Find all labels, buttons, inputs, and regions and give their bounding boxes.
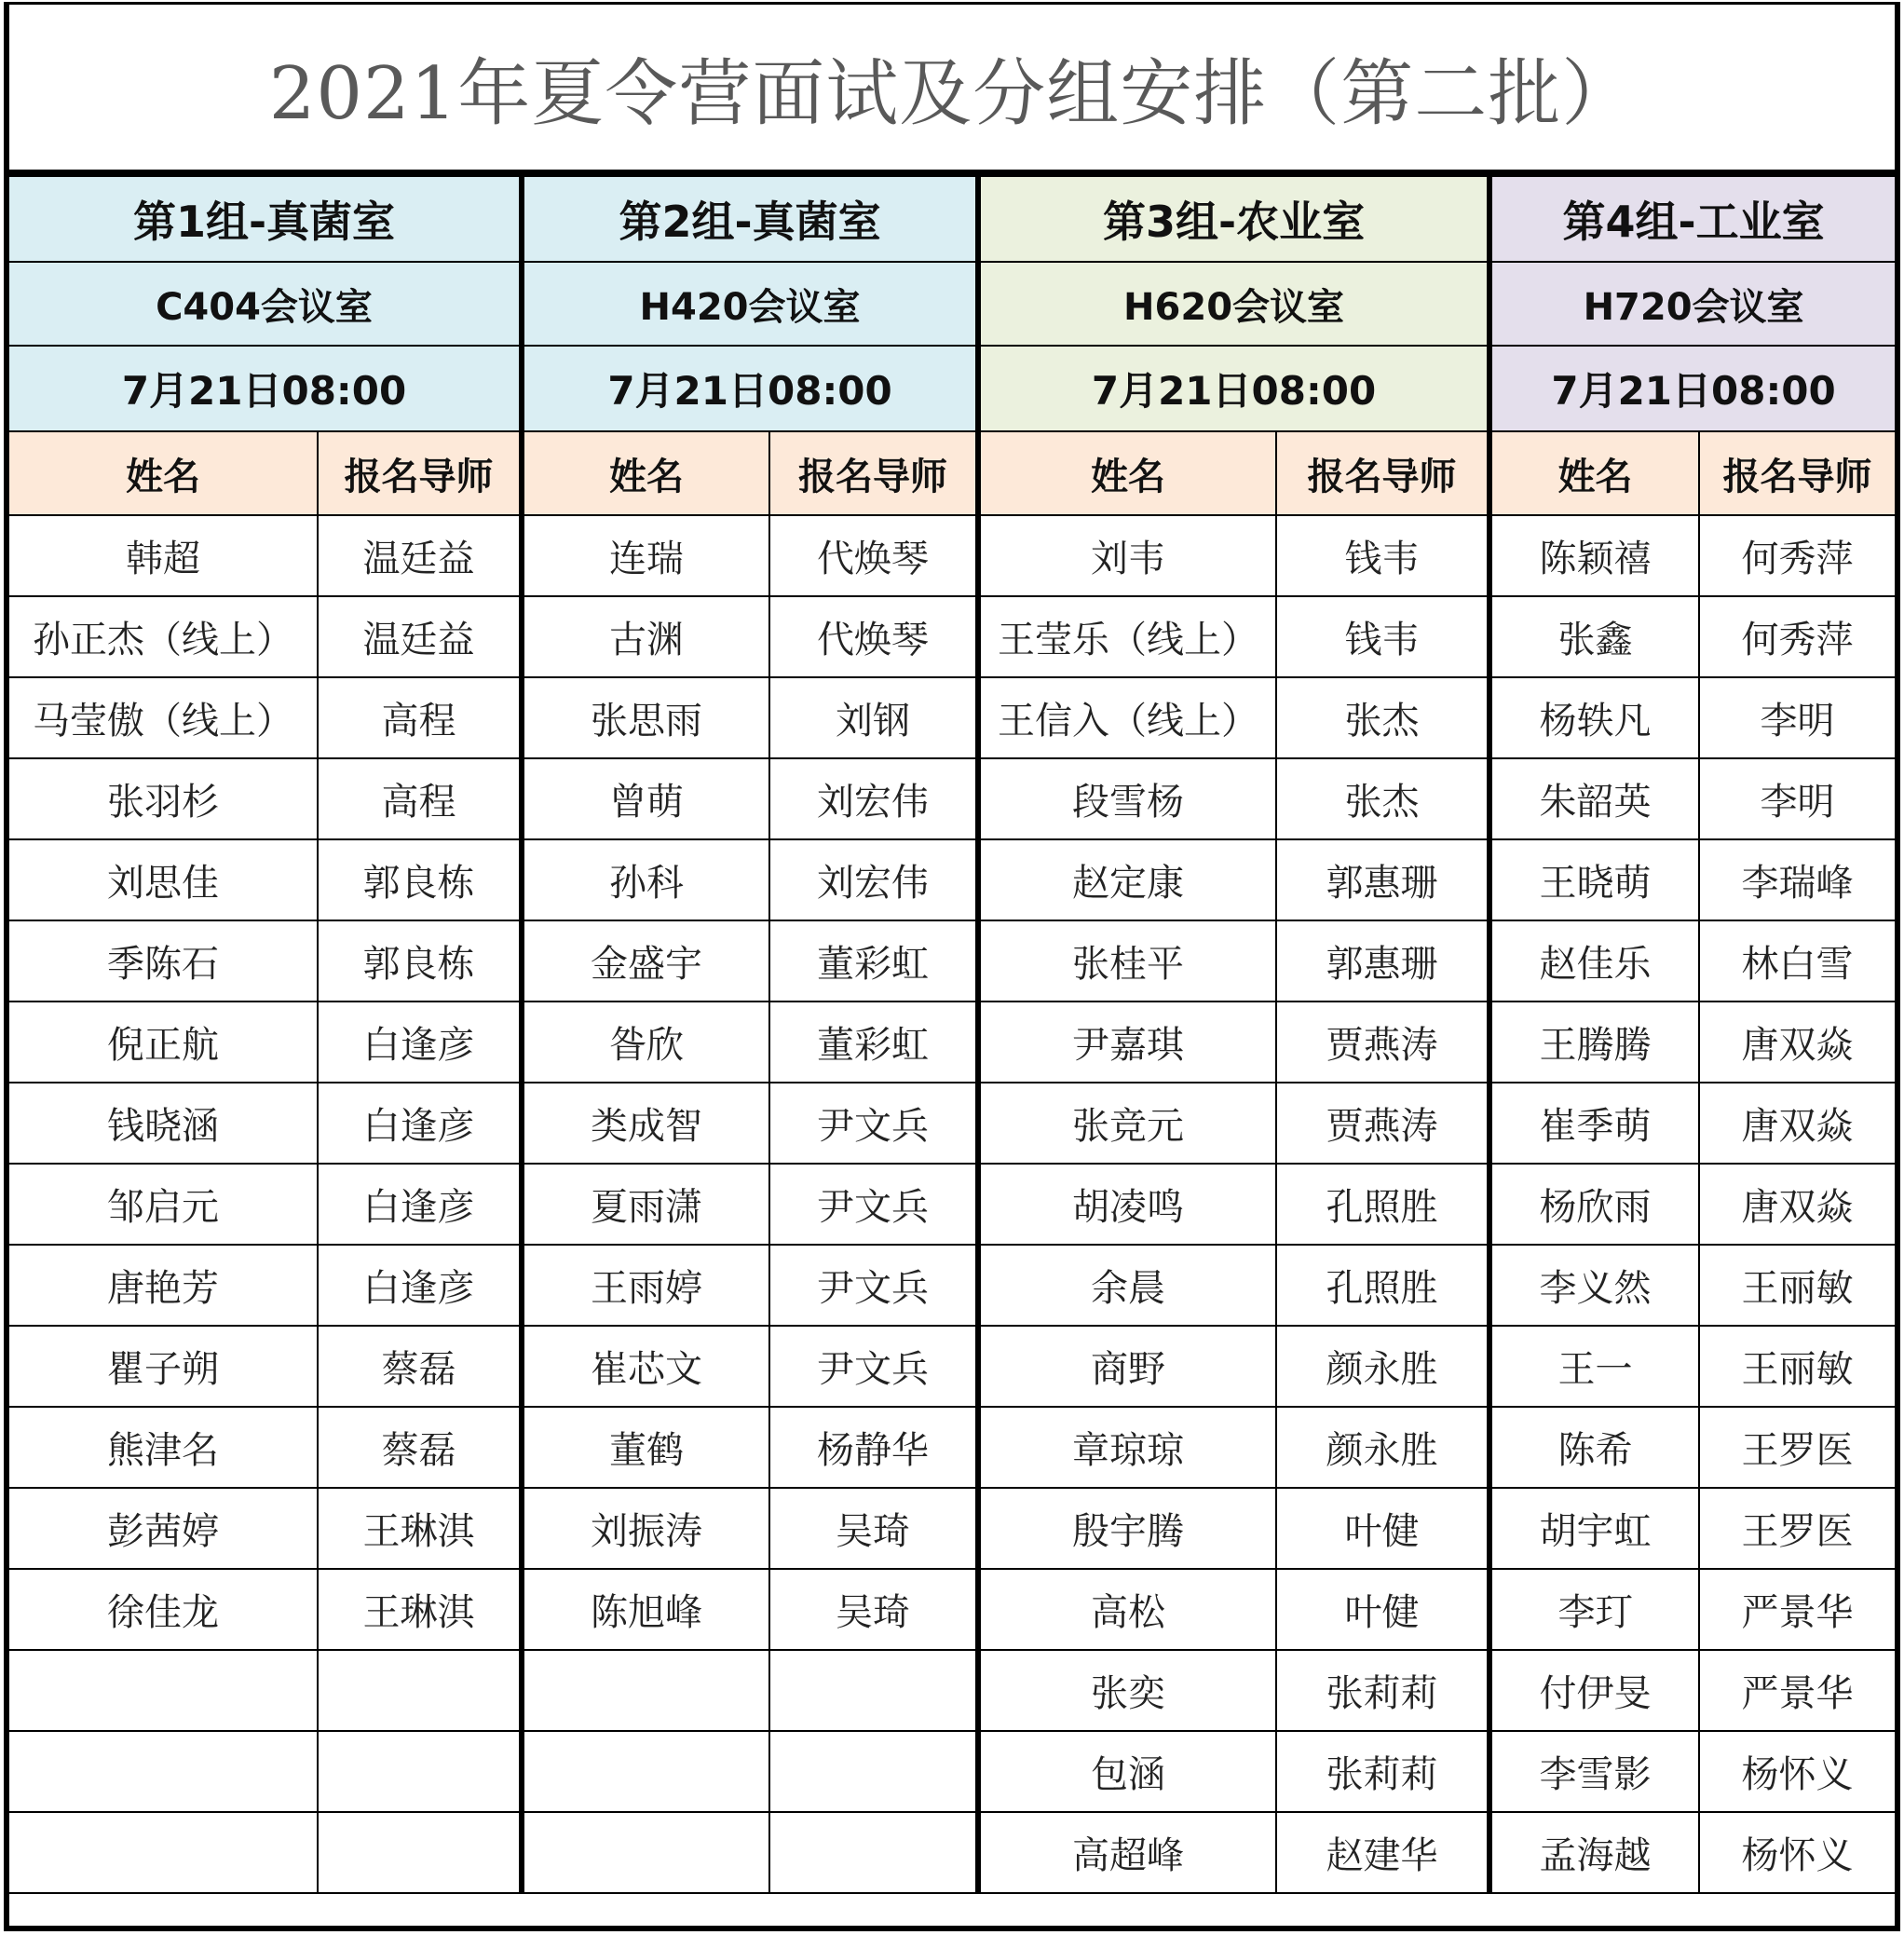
advisor-name-cell: 孔照胜 [1276, 1245, 1489, 1326]
student-name-cell: 马莹傲（线上） [9, 677, 318, 758]
advisor-name-cell: 刘宏伟 [769, 758, 978, 839]
advisor-name-cell: 郭惠珊 [1276, 839, 1489, 920]
advisor-name-cell: 刘宏伟 [769, 839, 978, 920]
advisor-name-cell: 董彩虹 [769, 920, 978, 1002]
column-header-name: 姓名 [522, 431, 769, 515]
column-header-name: 姓名 [978, 431, 1276, 515]
table-row [9, 677, 1895, 758]
page-title: 2021年夏令营面试及分组安排（第二批） [9, 5, 1895, 175]
table-row [9, 1083, 1895, 1164]
group-2-group-label: 第2组-真菌室 [522, 176, 978, 262]
advisor-name-cell: 钱韦 [1276, 515, 1489, 596]
student-name-cell: 徐佳龙 [9, 1569, 318, 1650]
table-row [9, 1812, 1895, 1893]
student-name-cell: 彭茜婷 [9, 1488, 318, 1569]
advisor-name-cell: 孔照胜 [1276, 1164, 1489, 1245]
advisor-name-cell: 白逢彦 [318, 1245, 522, 1326]
student-name-cell: 胡凌鸣 [978, 1164, 1276, 1245]
student-name-cell: 王晓萌 [1489, 839, 1699, 920]
advisor-name-cell: 杨怀义 [1699, 1731, 1895, 1812]
student-name-cell: 连瑞 [522, 515, 769, 596]
advisor-name-cell [769, 1731, 978, 1812]
advisor-name-cell [769, 1812, 978, 1893]
student-name-cell: 陈颖禧 [1489, 515, 1699, 596]
advisor-name-cell: 王琳淇 [318, 1488, 522, 1569]
advisor-name-cell: 尹文兵 [769, 1326, 978, 1407]
student-name-cell: 殷宇腾 [978, 1488, 1276, 1569]
schedule-sheet [4, 2, 1900, 1931]
column-header-advisor: 报名导师 [318, 431, 522, 515]
advisor-name-cell [318, 1650, 522, 1731]
student-name-cell: 高松 [978, 1569, 1276, 1650]
advisor-name-cell: 尹文兵 [769, 1164, 978, 1245]
student-name-cell [522, 1731, 769, 1812]
column-header-advisor: 报名导师 [1699, 431, 1895, 515]
student-name-cell: 王一 [1489, 1326, 1699, 1407]
table-row [9, 1407, 1895, 1488]
student-name-cell: 王莹乐（线上） [978, 596, 1276, 677]
student-name-cell: 赵佳乐 [1489, 920, 1699, 1002]
student-name-cell: 崔季萌 [1489, 1083, 1699, 1164]
time-row [9, 346, 1895, 431]
advisor-name-cell: 颜永胜 [1276, 1407, 1489, 1488]
advisor-name-cell: 杨怀义 [1699, 1812, 1895, 1893]
advisor-name-cell: 尹文兵 [769, 1245, 978, 1326]
table-row [9, 596, 1895, 677]
table-row [9, 1488, 1895, 1569]
student-name-cell: 章琼琼 [978, 1407, 1276, 1488]
student-name-cell: 高超峰 [978, 1812, 1276, 1893]
student-name-cell: 曾萌 [522, 758, 769, 839]
advisor-name-cell: 王丽敏 [1699, 1245, 1895, 1326]
student-name-cell: 类成智 [522, 1083, 769, 1164]
student-name-cell: 唐艳芳 [9, 1245, 318, 1326]
advisor-name-cell: 董彩虹 [769, 1002, 978, 1083]
student-name-cell [9, 1812, 318, 1893]
student-name-cell: 夏雨潇 [522, 1164, 769, 1245]
student-name-cell: 王腾腾 [1489, 1002, 1699, 1083]
advisor-name-cell: 温廷益 [318, 596, 522, 677]
column-header-name: 姓名 [1489, 431, 1699, 515]
column-header-advisor: 报名导师 [1276, 431, 1489, 515]
table-row [9, 839, 1895, 920]
advisor-name-cell: 王丽敏 [1699, 1326, 1895, 1407]
student-name-cell: 赵定康 [978, 839, 1276, 920]
student-name-cell: 刘韦 [978, 515, 1276, 596]
student-name-cell: 孙科 [522, 839, 769, 920]
group-3-time: 7月21日08:00 [978, 346, 1489, 431]
advisor-name-cell: 高程 [318, 677, 522, 758]
advisor-name-cell [769, 1650, 978, 1731]
advisor-name-cell: 颜永胜 [1276, 1326, 1489, 1407]
column-header-name: 姓名 [9, 431, 318, 515]
advisor-name-cell: 郭惠珊 [1276, 920, 1489, 1002]
advisor-name-cell: 白逢彦 [318, 1002, 522, 1083]
student-name-cell: 昝欣 [522, 1002, 769, 1083]
advisor-name-cell: 温廷益 [318, 515, 522, 596]
group-1-group-label: 第1组-真菌室 [9, 176, 522, 262]
group-label-row [9, 176, 1895, 262]
advisor-name-cell: 贾燕涛 [1276, 1083, 1489, 1164]
schedule-table [9, 175, 1895, 1894]
student-name-cell: 钱晓涵 [9, 1083, 318, 1164]
student-name-cell: 李玎 [1489, 1569, 1699, 1650]
student-name-cell [522, 1650, 769, 1731]
column-header-advisor: 报名导师 [769, 431, 978, 515]
advisor-name-cell: 林白雪 [1699, 920, 1895, 1002]
student-name-cell [9, 1650, 318, 1731]
advisor-name-cell: 代焕琴 [769, 596, 978, 677]
advisor-name-cell: 尹文兵 [769, 1083, 978, 1164]
advisor-name-cell [318, 1812, 522, 1893]
advisor-name-cell: 张杰 [1276, 758, 1489, 839]
student-name-cell: 季陈石 [9, 920, 318, 1002]
advisor-name-cell: 张莉莉 [1276, 1650, 1489, 1731]
advisor-name-cell: 李明 [1699, 677, 1895, 758]
student-name-cell: 瞿子朔 [9, 1326, 318, 1407]
student-name-cell: 刘思佳 [9, 839, 318, 920]
advisor-name-cell: 郭良栋 [318, 839, 522, 920]
student-name-cell: 孙正杰（线上） [9, 596, 318, 677]
student-name-cell [522, 1812, 769, 1893]
advisor-name-cell: 蔡磊 [318, 1407, 522, 1488]
advisor-name-cell: 王罗医 [1699, 1488, 1895, 1569]
table-row [9, 920, 1895, 1002]
student-name-cell: 张鑫 [1489, 596, 1699, 677]
advisor-name-cell: 高程 [318, 758, 522, 839]
advisor-name-cell: 刘钢 [769, 677, 978, 758]
table-row [9, 1002, 1895, 1083]
group-3-group-label: 第3组-农业室 [978, 176, 1489, 262]
group-4-time: 7月21日08:00 [1489, 346, 1895, 431]
table-row [9, 1326, 1895, 1407]
student-name-cell: 李雪影 [1489, 1731, 1699, 1812]
advisor-name-cell: 何秀萍 [1699, 515, 1895, 596]
advisor-name-cell: 钱韦 [1276, 596, 1489, 677]
student-name-cell: 董鹤 [522, 1407, 769, 1488]
advisor-name-cell: 张莉莉 [1276, 1731, 1489, 1812]
advisor-name-cell: 李瑞峰 [1699, 839, 1895, 920]
room-row [9, 262, 1895, 346]
student-name-cell: 余晨 [978, 1245, 1276, 1326]
advisor-name-cell: 蔡磊 [318, 1326, 522, 1407]
table-row [9, 1569, 1895, 1650]
group-4-group-label: 第4组-工业室 [1489, 176, 1895, 262]
table-row [9, 1731, 1895, 1812]
column-header-row [9, 431, 1895, 515]
student-name-cell: 张思雨 [522, 677, 769, 758]
table-row [9, 1650, 1895, 1731]
advisor-name-cell: 杨静华 [769, 1407, 978, 1488]
student-name-cell: 韩超 [9, 515, 318, 596]
advisor-name-cell: 严景华 [1699, 1650, 1895, 1731]
advisor-name-cell: 代焕琴 [769, 515, 978, 596]
advisor-name-cell: 何秀萍 [1699, 596, 1895, 677]
student-name-cell: 包涵 [978, 1731, 1276, 1812]
advisor-name-cell: 叶健 [1276, 1569, 1489, 1650]
advisor-name-cell: 张杰 [1276, 677, 1489, 758]
advisor-name-cell: 唐双焱 [1699, 1164, 1895, 1245]
student-name-cell: 商野 [978, 1326, 1276, 1407]
student-name-cell: 张羽杉 [9, 758, 318, 839]
student-name-cell: 陈希 [1489, 1407, 1699, 1488]
advisor-name-cell: 赵建华 [1276, 1812, 1489, 1893]
student-name-cell: 邹启元 [9, 1164, 318, 1245]
group-1-room: C404会议室 [9, 262, 522, 346]
advisor-name-cell: 严景华 [1699, 1569, 1895, 1650]
student-name-cell: 陈旭峰 [522, 1569, 769, 1650]
group-1-time: 7月21日08:00 [9, 346, 522, 431]
group-2-time: 7月21日08:00 [522, 346, 978, 431]
student-name-cell: 张竞元 [978, 1083, 1276, 1164]
student-name-cell: 尹嘉琪 [978, 1002, 1276, 1083]
student-name-cell: 段雪杨 [978, 758, 1276, 839]
advisor-name-cell: 白逢彦 [318, 1083, 522, 1164]
advisor-name-cell: 叶健 [1276, 1488, 1489, 1569]
table-row [9, 758, 1895, 839]
student-name-cell [9, 1731, 318, 1812]
student-name-cell: 胡宇虹 [1489, 1488, 1699, 1569]
advisor-name-cell: 李明 [1699, 758, 1895, 839]
advisor-name-cell [318, 1731, 522, 1812]
advisor-name-cell: 吴琦 [769, 1488, 978, 1569]
student-name-cell: 倪正航 [9, 1002, 318, 1083]
student-name-cell: 付伊旻 [1489, 1650, 1699, 1731]
advisor-name-cell: 郭良栋 [318, 920, 522, 1002]
student-name-cell: 杨轶凡 [1489, 677, 1699, 758]
table-row [9, 515, 1895, 596]
group-3-room: H620会议室 [978, 262, 1489, 346]
student-name-cell: 崔芯文 [522, 1326, 769, 1407]
student-name-cell: 王雨婷 [522, 1245, 769, 1326]
group-2-room: H420会议室 [522, 262, 978, 346]
student-name-cell: 李义然 [1489, 1245, 1699, 1326]
advisor-name-cell: 白逢彦 [318, 1164, 522, 1245]
student-name-cell: 古渊 [522, 596, 769, 677]
advisor-name-cell: 王罗医 [1699, 1407, 1895, 1488]
group-4-room: H720会议室 [1489, 262, 1895, 346]
student-name-cell: 金盛宇 [522, 920, 769, 1002]
student-name-cell: 朱韶英 [1489, 758, 1699, 839]
student-name-cell: 杨欣雨 [1489, 1164, 1699, 1245]
student-name-cell: 王信入（线上） [978, 677, 1276, 758]
advisor-name-cell: 王琳淇 [318, 1569, 522, 1650]
advisor-name-cell: 唐双焱 [1699, 1083, 1895, 1164]
table-row [9, 1245, 1895, 1326]
student-name-cell: 孟海越 [1489, 1812, 1699, 1893]
advisor-name-cell: 贾燕涛 [1276, 1002, 1489, 1083]
student-name-cell: 熊津名 [9, 1407, 318, 1488]
advisor-name-cell: 唐双焱 [1699, 1002, 1895, 1083]
advisor-name-cell: 吴琦 [769, 1569, 978, 1650]
student-name-cell: 刘振涛 [522, 1488, 769, 1569]
student-name-cell: 张桂平 [978, 920, 1276, 1002]
table-row [9, 1164, 1895, 1245]
student-name-cell: 张奕 [978, 1650, 1276, 1731]
